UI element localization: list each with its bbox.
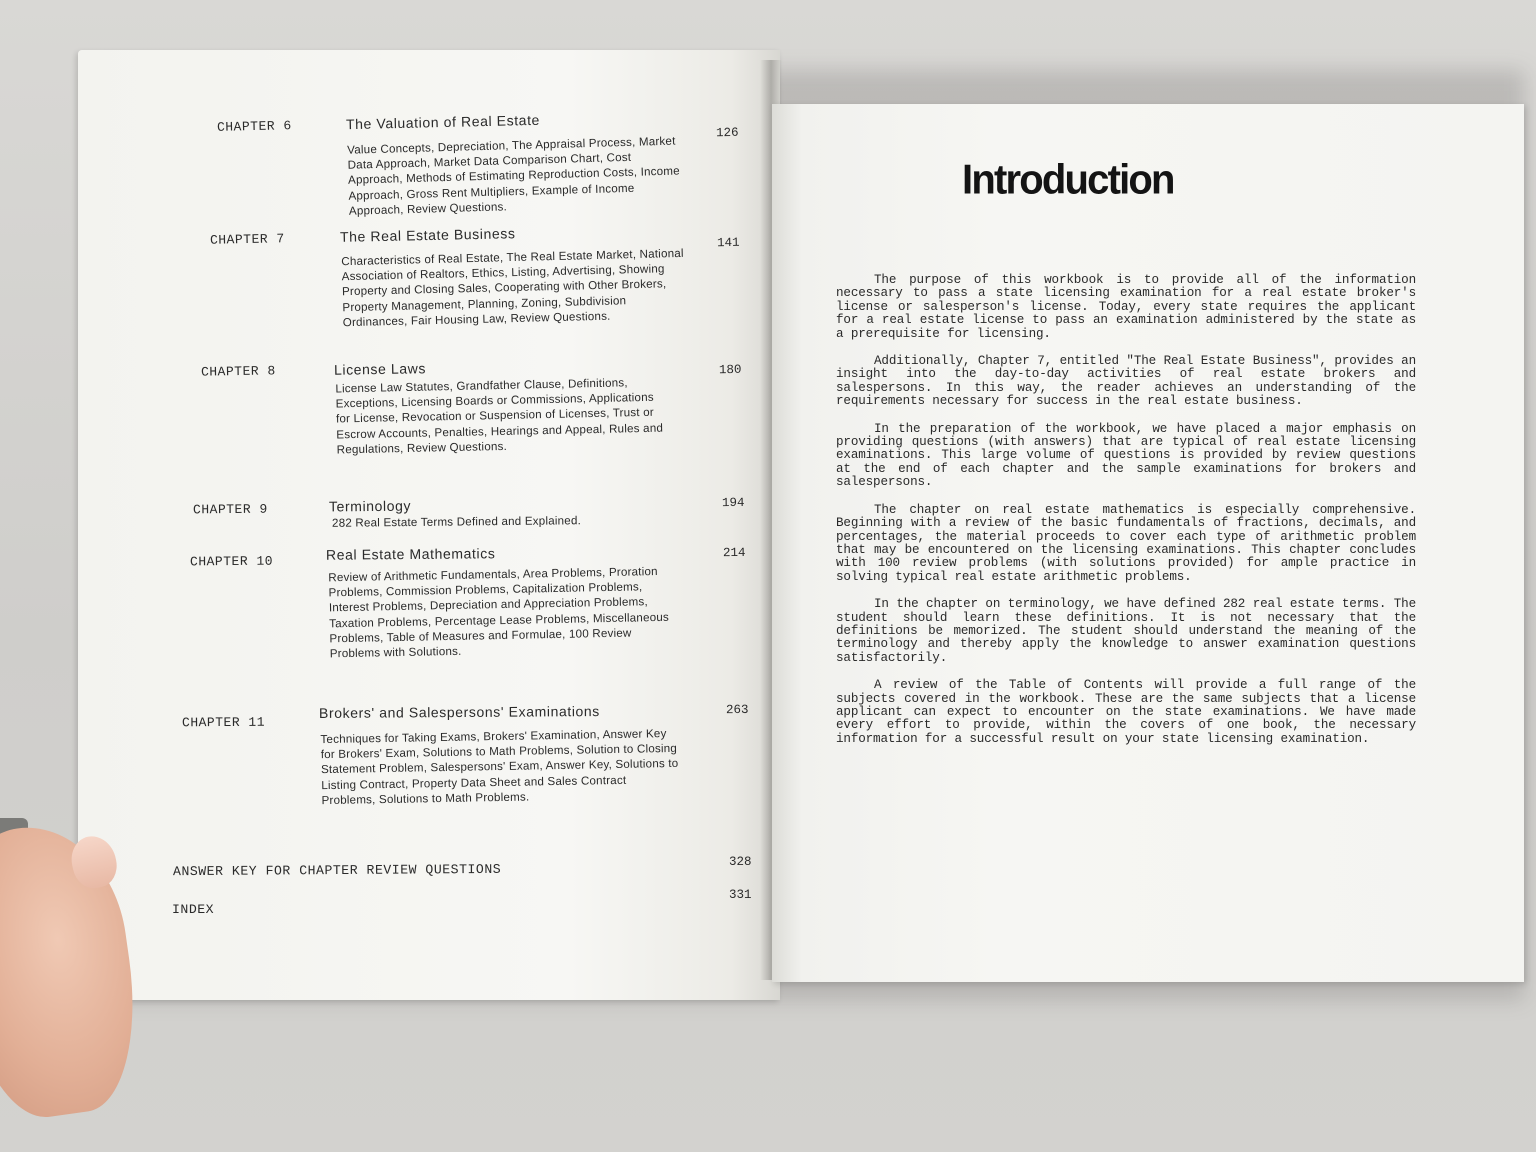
intro-paragraph: A review of the Table of Contents will provide a full range of the subjects covered in the workbook. These are the same subjects that a license applicant can expect to encounter on the state examinations. We have made every effort to provide, within the covers of one book, the necessary information for a successful result on your state licensing examination. [836, 678, 1416, 746]
toc-chapter-title: The Real Estate Business [339, 225, 516, 245]
intro-paragraph: The purpose of this workbook is to provide all of the information necessary to pass a state licensing examination for a real estate broker's license or salesperson's license. Today, every state requires the applicant for a real estate license to pass an examination administered by the state as a prerequisite for licensing. [836, 273, 1416, 341]
intro-paragraph: Additionally, Chapter 7, entitled "The Real Estate Business", provides an insight into the day-to-day activities of real estate brokers and salespersons. In this way, the reader achieves an understanding of the requirements necessary for success in the real estate business. [836, 354, 1416, 409]
toc-chapter-label: CHAPTER 10 [189, 553, 274, 570]
introduction-body [836, 274, 1416, 760]
toc-chapter-title: Brokers' and Salespersons' Examinations [318, 703, 600, 721]
toc-index-label: INDEX [172, 902, 215, 917]
intro-paragraph: The chapter on real estate mathematics is especially comprehensive. Beginning with a review of the basic fundamentals of fractions, decimals, and percentages, the material proceeds to cover each type of arithmetic problem that may be encountered on the licensing examinations. This chapter concludes with 100 review problems (with solutions provided) for ample practice in solving typical real estate arithmetic problems. [836, 502, 1416, 584]
toc-answer-key-label: ANSWER KEY FOR CHAPTER REVIEW QUESTIONS [172, 861, 502, 880]
page-title: Introduction [962, 156, 1174, 204]
toc-chapter-description: 282 Real Estate Terms Defined and Explained. [331, 514, 582, 530]
toc-chapter-description: Characteristics of Real Estate, The Real Estate Market, National Association of Realtors, Ethics, Listing, Advertising, Showing Property and Closing Sales, Cooperating with Other Brokers, Property Management, Planning, Zoning, Subdivision Ordinances, Fair Housing Law, Review Questions. [341, 246, 684, 330]
toc-page-number: 214 [722, 545, 746, 561]
toc-chapter-description: Value Concepts, Depreciation, The Appraisal Process, Market Data Approach, Market Data Comparison Chart, Cost Approach, Methods of Estimating Reproduction Costs, Income Approach, Gross Rent Multipliers, Example of Income Approach, Review Questions. [347, 134, 681, 218]
toc-chapter-description: Review of Arithmetic Fundamentals, Area Problems, Proration Problems, Commission Problems, Capitalization Problems, Interest Problems, Depreciation and Appreciation Problems, Taxation Problems, Percentage Lease Problems, Miscellaneous Problems, Table of Measures and Formulae, 100 Review Problems with Solutions. [328, 565, 670, 661]
intro-paragraph: In the preparation of the workbook, we have placed a major emphasis on providing questions (with answers) that are typical of real estate licensing examinations. This large volume of questions is provided by review questions at the end of each chapter and the sample examinations for brokers and salespersons. [836, 421, 1416, 490]
toc-page-number: 328 [729, 855, 752, 869]
toc-page-number: 194 [721, 495, 745, 511]
toc-chapter-label: CHAPTER 8 [200, 363, 276, 380]
toc-chapter-label: CHAPTER 6 [216, 118, 292, 135]
toc-chapter-label: CHAPTER 9 [192, 501, 268, 518]
toc-chapter-description: License Law Statutes, Grandfather Clause, Definitions, Exceptions, Licensing Boards or Commissions, Applications for License, Revocation or Suspension of Licenses, Trust or Escrow Accounts, Penalties, Hearings and Appeal, Rules and Regulations, Review Questions. [335, 376, 664, 457]
toc-page-number: 126 [715, 125, 739, 141]
toc-chapter-label: CHAPTER 11 [181, 714, 266, 731]
toc-chapter-description: Techniques for Taking Exams, Brokers' Examination, Answer Key for Brokers' Exam, Solutions to Math Problems, Solution to Closing Statement Problem, Salespersons' Exam, Answer Key, Solutions to Listing Contract, Property Data Sheet and Sales Contract Problems, Solutions to Math Problems. [320, 727, 679, 807]
toc-chapter-title: Real Estate Mathematics [325, 545, 496, 563]
intro-paragraph: In the chapter on terminology, we have defined 282 real estate terms. The student should learn these definitions. It is not necessary that the definitions be memorized. The student should understand the meaning of the terminology and thereby apply the knowledge to answer examination questions satisfactorily. [836, 597, 1416, 665]
toc-page-number: 141 [716, 235, 740, 251]
toc-page-number: 263 [725, 702, 749, 718]
toc-chapter-title: Terminology [328, 497, 412, 515]
toc-chapter-title: License Laws [333, 360, 427, 378]
toc-chapter-title: The Valuation of Real Estate [345, 111, 541, 133]
toc-chapter-label: CHAPTER 7 [209, 231, 285, 248]
toc-page-number: 331 [729, 888, 752, 902]
toc-page-number: 180 [718, 362, 742, 378]
